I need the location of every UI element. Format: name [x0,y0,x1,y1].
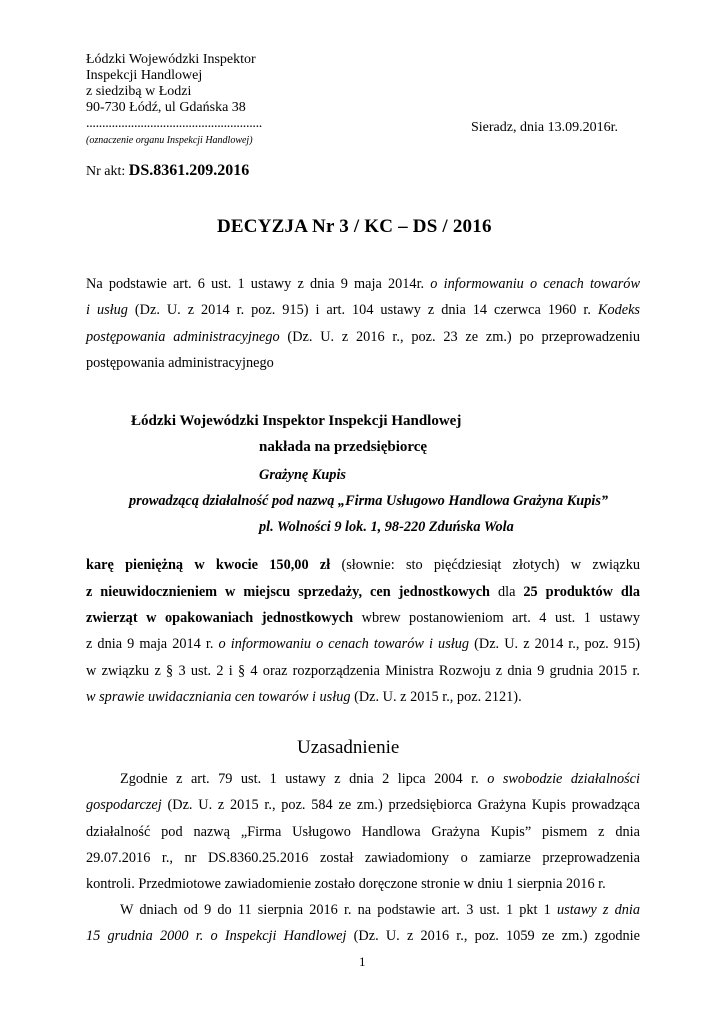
entrepreneur-name: Grażynę Kupis [259,467,346,483]
justification-line-1 [120,771,640,788]
basis-line-4: postępowania administracyjnego [86,355,274,371]
justification-act-title: 15 grudnia 2000 r. o Inspekcji Handlowej [86,928,347,944]
penalty-text: dla [490,584,524,600]
penalty-amount: karę pieniężną w kwocie 150,00 zł [86,557,331,573]
issuing-authority [86,52,262,132]
penalty-act-title: w sprawie uwidaczniania cen towarów i usług [86,689,351,705]
basis-act-title: Kodeks [597,302,640,318]
penalty-line-5: w związku z § 3 ust. 2 i § 4 oraz rozporządzenia Ministra Rozwoju z dnia 9 grudnia 2015 r. [86,663,640,679]
penalty-line-1 [86,557,640,574]
document-date: Sieradz, dnia 13.09.2016r. [471,120,618,135]
inspector-name: Łódzki Wojewódzki Inspektor Inspekcji Handlowej [131,413,462,429]
authority-line: Inspekcji Handlowej [86,68,203,83]
justification-line-3: działalność pod nazwą „Firma Usługowo Handlowa Grażyna Kupis” pismem z dnia [86,824,640,840]
authority-line: 90-730 Łódź, ul Gdańska 38 [86,100,246,115]
justification-text: Zgodnie z art. 79 ust. 1 ustawy z dnia 2 lipca 2004 r. [120,771,488,787]
penalty-text: (Dz. U. z 2014 r., poz. 915) [469,636,640,652]
imposes-on: nakłada na przedsiębiorcę [259,439,428,455]
penalty-line-6 [86,689,522,706]
authority-note: (oznaczenie organu Inspekcji Handlowej) [86,135,253,146]
penalty-reason: z nieuwidocznieniem w miejscu sprzedaży, cen jednostkowych [86,584,490,600]
business-address: pl. Wolności 9 lok. 1, 98-220 Zduńska Wola [259,519,514,535]
penalty-line-4 [86,636,640,653]
penalty-reason: zwierząt w opakowaniach jednostkowych [86,610,354,626]
justification-line-6 [120,902,640,919]
justification-act-title: gospodarczej [86,797,162,813]
justification-heading: Uzasadnienie [297,737,400,758]
justification-act-title: o swobodzie działalności [487,771,640,787]
basis-line-1 [86,276,640,293]
authority-line: z siedzibą w Łodzi [86,84,192,99]
basis-act-title: o informowaniu o cenach towarów [430,276,640,292]
justification-text: (Dz. U. z 2015 r., poz. 584 ze zm.) przedsiębiorca Grażyna Kupis prowadząca [161,797,640,813]
case-number-label: Nr akt: [86,164,126,179]
penalty-line-2 [86,584,640,601]
justification-line-5: kontroli. Przedmiotowe zawiadomienie zostało doręczone stronie w dniu 1 sierpnia 2016 r. [86,876,606,892]
justification-line-4: 29.07.2016 r., nr DS.8360.25.2016 został zawiadomiony o zamiarze przeprowadzenia [86,850,640,866]
penalty-act-title: o informowaniu o cenach towarów i usług [218,636,470,652]
basis-act-title: postępowania administracyjnego [86,329,280,345]
business-name: prowadzącą działalność pod nazwą „Firma Usługowo Handlowa Grażyna Kupis” [129,493,609,509]
basis-text: (Dz. U. z 2016 r., poz. 23 ze zm.) po przeprowadzeniu [279,329,640,345]
page-number: 1 [359,954,366,969]
penalty-text: z dnia 9 maja 2014 r. [86,636,219,652]
basis-line-3 [86,329,640,346]
justification-text: W dniach od 9 do 11 sierpnia 2016 r. na podstawie art. 3 ust. 1 pkt 1 [120,902,557,918]
penalty-reason: 25 produktów dla [523,584,640,600]
basis-act-title: i usług [86,302,128,318]
decision-title: DECYZJA Nr 3 / KC – DS / 2016 [217,216,492,237]
justification-text: (Dz. U. z 2016 r., poz. 1059 ze zm.) zgodnie [346,928,640,944]
penalty-text: (Dz. U. z 2015 r., poz. 2121). [350,689,522,705]
penalty-line-3 [86,610,640,627]
justification-line-2 [86,797,640,814]
penalty-text: (słownie: sto pięćdziesiąt złotych) w związku [330,557,640,573]
authority-dotted-line: ....................................................... [86,116,263,131]
justification-act-title: ustawy z dnia [556,902,640,918]
authority-line: Łódzki Wojewódzki Inspektor [86,52,256,67]
case-number-value: DS.8361.209.2016 [128,162,250,179]
justification-line-7 [86,928,640,945]
basis-text: (Dz. U. z 2014 r. poz. 915) i art. 104 ustawy z dnia 14 czerwca 1960 r. [127,302,598,318]
case-number [86,162,249,180]
basis-text: Na podstawie art. 6 ust. 1 ustawy z dnia 9 maja 2014r. [86,276,431,292]
penalty-text: wbrew postanowieniom art. 4 ust. 1 ustawy [353,610,640,626]
basis-line-2 [86,302,640,319]
